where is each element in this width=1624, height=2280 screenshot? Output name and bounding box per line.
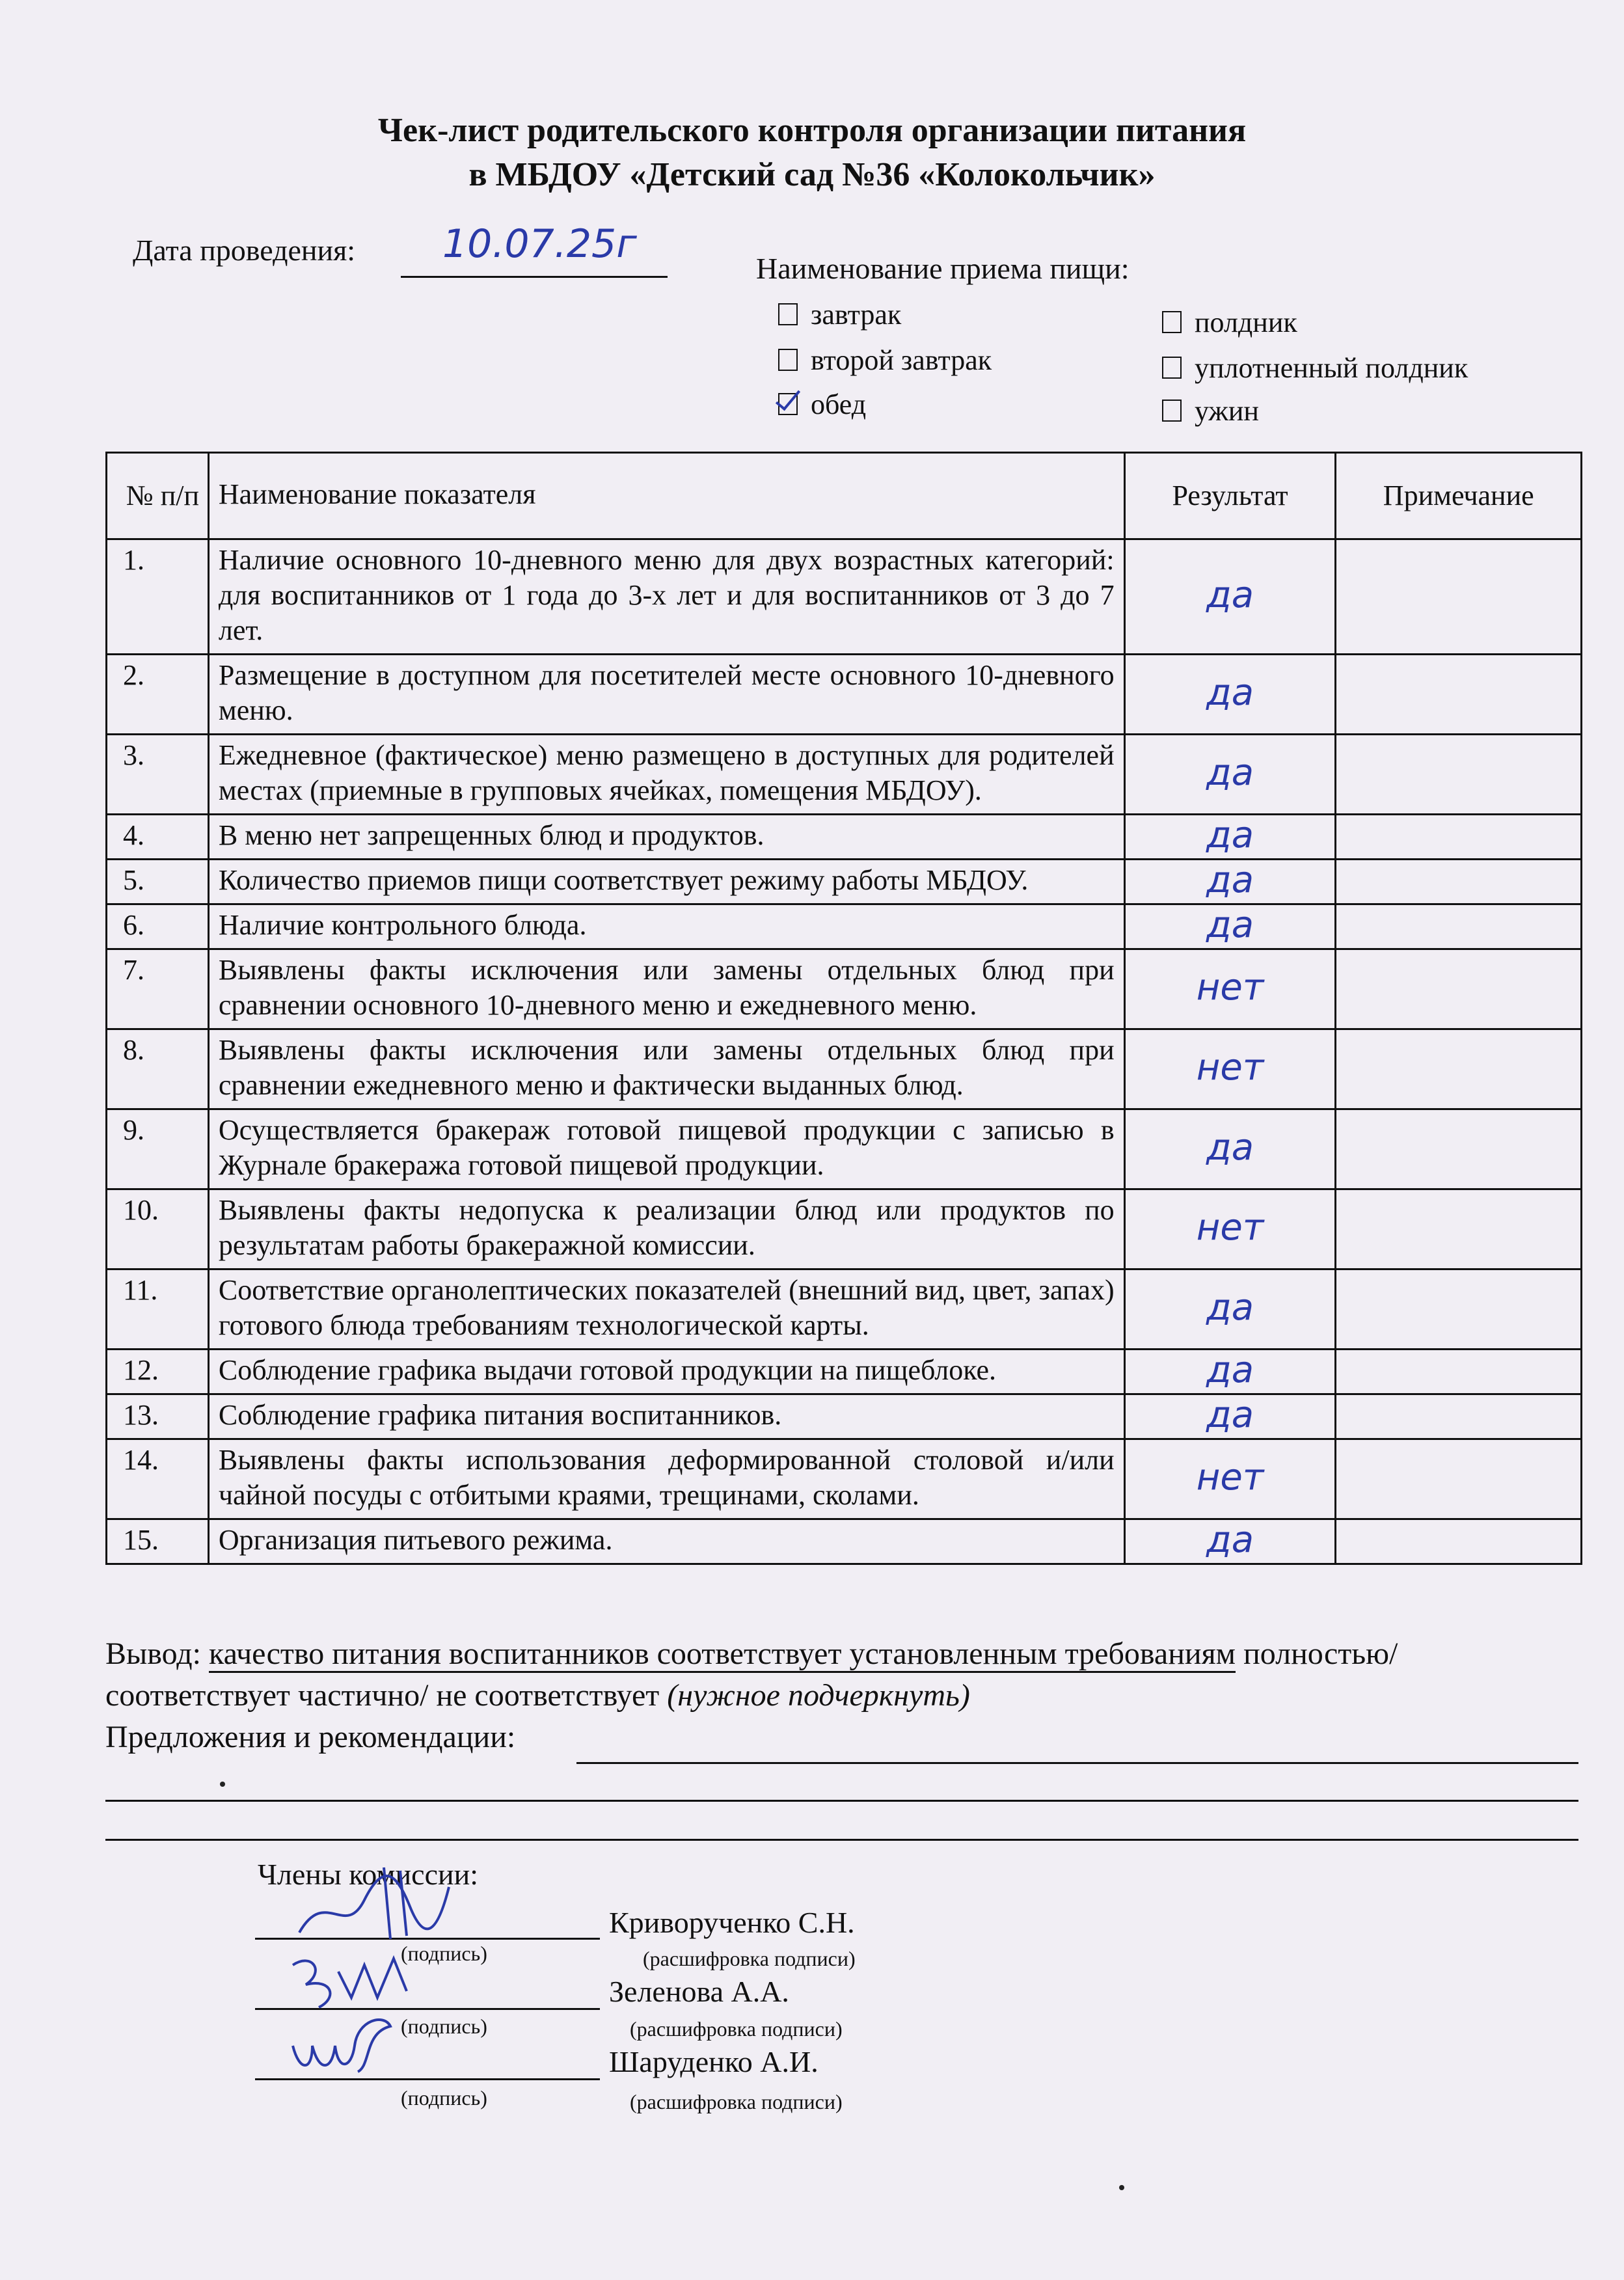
table-row: [107, 1394, 1582, 1439]
meal-option-lunch[interactable]: [778, 388, 866, 421]
row-result: да: [1206, 752, 1254, 794]
table-row: [107, 949, 1582, 1029]
name-caption-1: (расшифровка подписи): [643, 1947, 856, 1970]
meal-option-second-breakfast[interactable]: [778, 344, 992, 377]
checkbox-dinner[interactable]: [1162, 400, 1182, 422]
row-note-cell[interactable]: [1336, 735, 1582, 815]
row-result: да: [1206, 1126, 1254, 1169]
row-number: 10.: [107, 1189, 209, 1269]
row-result-cell[interactable]: [1124, 539, 1336, 655]
row-result: нет: [1196, 1456, 1264, 1499]
row-indicator: В меню нет запрещенных блюд и продуктов.: [208, 815, 1124, 860]
conclusion-prefix: Вывод:: [105, 1636, 209, 1671]
checkbox-hearty-snack[interactable]: [1162, 357, 1182, 379]
row-note-cell[interactable]: [1336, 1189, 1582, 1269]
row-indicator: Выявлены факты исключения или замены отдельных блюд при сравнении основного 10-дневного меню и ежедневного меню.: [208, 949, 1124, 1029]
meal-option-breakfast[interactable]: [778, 298, 901, 331]
row-result-cell[interactable]: [1124, 1189, 1336, 1269]
row-indicator: Наличие контрольного блюда.: [208, 904, 1124, 949]
conclusion-block: [105, 1633, 1589, 1758]
paper-speck: [1119, 2185, 1124, 2190]
row-note-cell[interactable]: [1336, 1350, 1582, 1394]
row-result: да: [1206, 1349, 1254, 1391]
document-title-line-1: Чек-лист родительского контроля организации питания: [377, 112, 1247, 149]
row-indicator: Соблюдение графика выдачи готовой продукции на пищеблоке.: [208, 1350, 1124, 1394]
meal-option-hearty-snack[interactable]: [1162, 351, 1468, 385]
row-note-cell[interactable]: [1336, 1394, 1582, 1439]
row-result-cell[interactable]: [1124, 735, 1336, 815]
signature-caption-3: (подпись): [401, 2086, 487, 2110]
row-indicator: Наличие основного 10-дневного меню для двух возрастных категорий: для воспитанников от 1 года до 3-х лет и для воспитанников от 3 до 7 лет.: [208, 539, 1124, 655]
row-number: 8.: [107, 1029, 209, 1109]
row-indicator: Выявлены факты недопуска к реализации блюд или продуктов по результатам работы бракеражной комиссии.: [208, 1189, 1124, 1269]
row-number: 12.: [107, 1350, 209, 1394]
row-result-cell[interactable]: [1124, 904, 1336, 949]
row-result: нет: [1196, 966, 1264, 1009]
row-result: да: [1206, 1519, 1254, 1561]
meal-option-label: завтрак: [811, 299, 902, 331]
proposals-line-2[interactable]: [105, 1800, 1578, 1802]
row-result-cell[interactable]: [1124, 860, 1336, 904]
row-indicator: Количество приемов пищи соответствует режиму работы МБДОУ.: [208, 860, 1124, 904]
table-row: [107, 1189, 1582, 1269]
date-label: Дата проведения:: [133, 234, 356, 267]
row-note-cell[interactable]: [1336, 539, 1582, 655]
row-number: 15.: [107, 1519, 209, 1564]
row-result: нет: [1196, 1206, 1264, 1249]
meal-option-label: полдник: [1195, 306, 1297, 338]
row-indicator: Осуществляется бракераж готовой пищевой продукции с записью в Журнале бракеража готовой пищевой продукции.: [208, 1109, 1124, 1189]
row-result: да: [1206, 1286, 1254, 1329]
row-result-cell[interactable]: [1124, 1269, 1336, 1350]
row-indicator: Выявлены факты использования деформированной столовой и/или чайной посуды с отбитыми краями, трещинами, сколами.: [208, 1439, 1124, 1519]
row-note-cell[interactable]: [1336, 1109, 1582, 1189]
table-row: [107, 735, 1582, 815]
meal-option-label: второй завтрак: [811, 344, 992, 376]
row-number: 3.: [107, 735, 209, 815]
header-note: Примечание: [1336, 453, 1582, 539]
proposals-line-3[interactable]: [105, 1839, 1578, 1841]
row-result-cell[interactable]: [1124, 1029, 1336, 1109]
row-result-cell[interactable]: [1124, 815, 1336, 860]
date-value[interactable]: 10.07.25г: [442, 221, 637, 267]
row-result-cell[interactable]: [1124, 1350, 1336, 1394]
signature-line-3[interactable]: [255, 2078, 600, 2080]
proposals-line-1[interactable]: [576, 1762, 1578, 1764]
header-number: № п/п: [107, 453, 209, 539]
row-number: 6.: [107, 904, 209, 949]
row-result-cell[interactable]: [1124, 655, 1336, 735]
row-result: да: [1206, 814, 1254, 856]
row-result-cell[interactable]: [1124, 1394, 1336, 1439]
row-number: 13.: [107, 1394, 209, 1439]
table-row: [107, 860, 1582, 904]
signature-3-scribble: [286, 2007, 403, 2078]
conclusion-hint: (нужное подчеркнуть): [667, 1678, 970, 1713]
table-row: [107, 1350, 1582, 1394]
checkbox-afternoon-snack[interactable]: [1162, 311, 1182, 333]
table-row: [107, 1029, 1582, 1109]
table-row: [107, 539, 1582, 655]
row-result: да: [1206, 904, 1254, 946]
row-result-cell[interactable]: [1124, 949, 1336, 1029]
row-number: 11.: [107, 1269, 209, 1350]
signature-caption-2: (подпись): [401, 2015, 487, 2038]
row-indicator: Соответствие органолептических показателей (внешний вид, цвет, запах) готового блюда требованиям технологической карты.: [208, 1269, 1124, 1350]
member-name-1: Криворученко С.Н.: [609, 1906, 855, 1939]
meal-option-label: ужин: [1195, 395, 1259, 427]
meal-option-afternoon-snack[interactable]: [1162, 306, 1297, 339]
row-result-cell[interactable]: [1124, 1439, 1336, 1519]
row-result-cell[interactable]: [1124, 1109, 1336, 1189]
row-indicator: Выявлены факты исключения или замены отдельных блюд при сравнении ежедневного меню и фактически выданных блюд.: [208, 1029, 1124, 1109]
proposals-label: Предложения и рекомендации:: [105, 1720, 516, 1754]
member-name-2: Зеленова А.А.: [609, 1975, 789, 2008]
meal-option-label: уплотненный полдник: [1195, 352, 1468, 384]
meal-option-label: обед: [811, 388, 867, 420]
row-indicator: Ежедневное (фактическое) меню размещено в доступных для родителей местах (приемные в групповых ячейках, помещения МБДОУ).: [208, 735, 1124, 815]
header-indicator: Наименование показателя: [208, 453, 1124, 539]
indicators-table: [105, 452, 1582, 1565]
table-row: [107, 904, 1582, 949]
document-title-line-2: в МБДОУ «Детский сад №36 «Колокольчик»: [468, 156, 1156, 193]
name-caption-2: (расшифровка подписи): [630, 2017, 843, 2041]
row-number: 5.: [107, 860, 209, 904]
signature-1-scribble: [286, 1861, 455, 1952]
row-indicator: Соблюдение графика питания воспитанников.: [208, 1394, 1124, 1439]
row-result: да: [1206, 672, 1254, 714]
date-underline: [401, 276, 668, 278]
row-result: да: [1206, 859, 1254, 901]
conclusion-other-options: полностью/ соответствует частично/ не соответствует: [105, 1636, 1398, 1713]
table-row: [107, 655, 1582, 735]
row-note-cell[interactable]: [1336, 860, 1582, 904]
header-result: Результат: [1124, 453, 1336, 539]
row-indicator: Размещение в доступном для посетителей месте основного 10-дневного меню.: [208, 655, 1124, 735]
member-name-3: Шаруденко А.И.: [609, 2045, 819, 2078]
table-row: [107, 815, 1582, 860]
row-number: 4.: [107, 815, 209, 860]
row-note-cell[interactable]: [1336, 655, 1582, 735]
row-note-cell[interactable]: [1336, 949, 1582, 1029]
conclusion-selected-option[interactable]: качество питания воспитанников соответствует установленным требованиям: [209, 1636, 1236, 1673]
row-note-cell[interactable]: [1336, 1519, 1582, 1564]
table-row: [107, 1269, 1582, 1350]
row-note-cell[interactable]: [1336, 1269, 1582, 1350]
row-number: 2.: [107, 655, 209, 735]
row-indicator: Организация питьевого режима.: [208, 1519, 1124, 1564]
table-row: [107, 1519, 1582, 1564]
row-number: 7.: [107, 949, 209, 1029]
name-caption-3: (расшифровка подписи): [630, 2090, 843, 2113]
checkbox-second-breakfast[interactable]: [778, 349, 798, 371]
row-note-cell[interactable]: [1336, 1029, 1582, 1109]
row-number: 9.: [107, 1109, 209, 1189]
checkbox-breakfast[interactable]: [778, 303, 798, 325]
row-note-cell[interactable]: [1336, 815, 1582, 860]
row-result: да: [1206, 574, 1254, 616]
paper-speck: [220, 1782, 225, 1787]
meal-option-dinner[interactable]: [1162, 394, 1259, 428]
row-note-cell[interactable]: [1336, 1439, 1582, 1519]
checkbox-lunch-checked[interactable]: [778, 393, 798, 415]
table-header-row: [107, 453, 1582, 539]
row-result: нет: [1196, 1046, 1264, 1089]
meal-label: Наименование приема пищи:: [756, 252, 1130, 285]
signature-caption-1: (подпись): [401, 1942, 487, 1965]
table-row: [107, 1109, 1582, 1189]
row-result: да: [1206, 1394, 1254, 1436]
commission-label: Члены комиссии:: [258, 1858, 479, 1891]
table-row: [107, 1439, 1582, 1519]
row-number: 1.: [107, 539, 209, 655]
row-number: 14.: [107, 1439, 209, 1519]
row-note-cell[interactable]: [1336, 904, 1582, 949]
row-result-cell[interactable]: [1124, 1519, 1336, 1564]
